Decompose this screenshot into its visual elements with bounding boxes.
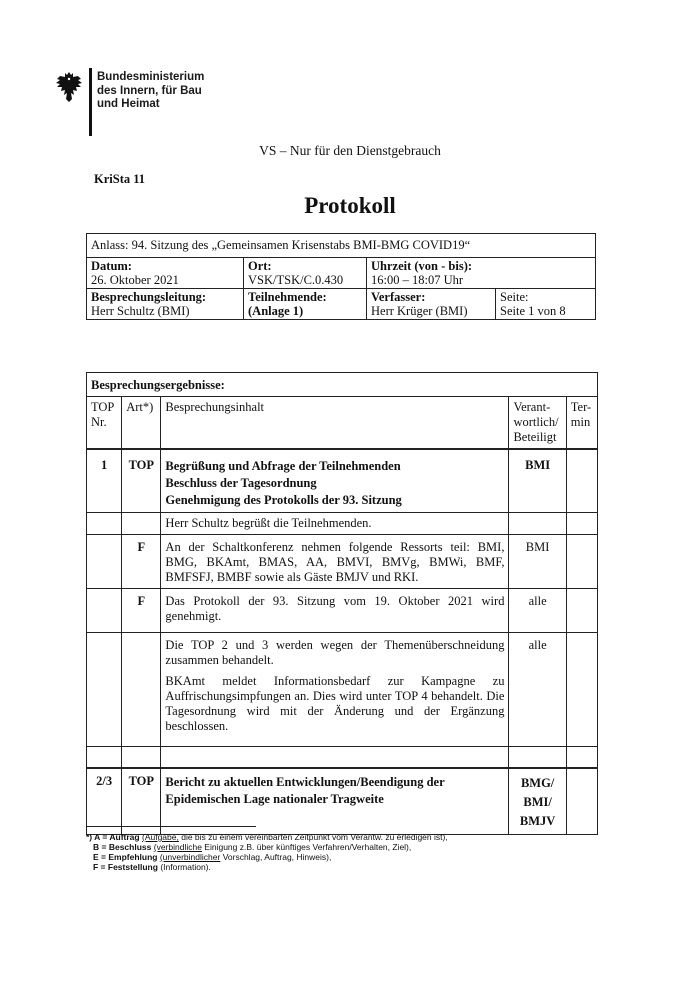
leitung-cell [87,289,244,320]
row-verant: alle [509,633,566,747]
col-top-header: TOP Nr. [87,397,122,450]
ministry-name [97,71,204,112]
results-heading-cell [87,373,598,397]
top-nr: 2/3 [87,768,122,835]
empty-cell [122,747,161,769]
ministry-line: und Heimat [97,98,160,110]
top-title-line: Beschluss der Tagesordnung [165,476,317,490]
seite-cell [496,289,596,320]
empty-cell [87,633,122,747]
federal-eagle-logo [54,70,84,104]
teilnehmende-label: Teilnehmende: [248,290,327,304]
row-paragraph: BKAmt meldet Informationsbedarf zur Kampagne zu Auffrischungsimpfungen an. Dies wird unter TOP 4 behandelt. Die Tagesordnung wird mit der Änderung und der Ergänzung beschlossen. [165,674,505,733]
uhrzeit-label: Uhrzeit (von - bis): [371,259,473,273]
empty-cell [87,747,122,769]
row-art: F [122,535,161,589]
footnote-line [86,852,448,862]
ort-value: VSK/TSK/C.0.430 [248,273,344,287]
empty-cell [87,589,122,633]
footnote-underlined: (Aufgabe, [141,832,179,842]
anlass-cell [87,234,596,258]
footnote-underlined: (unverbindlicher [159,852,221,862]
ort-label: Ort: [248,259,272,273]
datum-label: Datum: [91,259,132,273]
footnote-key: *) A = Auftrag [86,832,140,842]
footnote-line [86,842,448,852]
top-verant: BMI [509,449,566,513]
reference-label: KriSta 11 [94,172,146,186]
top-title: Bericht zu aktuellen Entwicklungen/Beendigung der Epidemischen Lage nationaler Tragweite [161,768,509,835]
col-art-header: Art*) [122,397,161,450]
footnote-key: B = Beschluss [93,842,152,852]
row-verant: BMI [509,535,566,589]
meta-table [86,233,596,320]
row-text [161,633,509,747]
row-art: F [122,589,161,633]
row-text: Herr Schultz begrüßt die Teilnehmenden. [161,513,509,535]
datum-cell [87,258,244,289]
ministry-line: des Innern, für Bau [97,84,202,97]
empty-cell [509,513,566,535]
ort-cell [244,258,367,289]
empty-cell [87,535,122,589]
uhrzeit-value: 16:00 – 18:07 Uhr [371,273,464,287]
verant-line: BMG/ [520,776,555,790]
table-row [87,535,598,589]
table-row [87,747,598,769]
results-header-row [87,397,598,450]
anlass-text: Anlass: 94. Sitzung des „Gemeinsamen Krisenstabs BMI-BMG COVID19“ [91,238,471,252]
teilnehmende-value: (Anlage 1) [248,304,304,318]
uhrzeit-cell [367,258,596,289]
ministry-line: Bundesministerium [97,71,205,83]
empty-cell [566,747,597,769]
top-title [161,449,509,513]
classification-label: VS – Nur für den Dienstgebrauch [259,143,441,158]
top-verant [509,768,566,835]
top-title-line: Genehmigung des Protokolls der 93. Sitzung [165,493,402,507]
table-row [87,449,598,513]
empty-cell [566,768,597,835]
empty-cell [566,633,597,747]
footnote-line [86,862,448,872]
leitung-label: Besprechungsleitung: [91,290,207,304]
table-row [87,768,598,835]
teilnehmende-cell [244,289,367,320]
verfasser-cell [367,289,496,320]
top-termin [566,449,597,513]
footnote-key: E = Empfehlung [93,852,158,862]
footnote-line [86,832,448,842]
row-text: Das Protokoll der 93. Sitzung vom 19. Oktober 2021 wird genehmigt. [161,589,509,633]
footnote-text: die bis zu einem vereinbarten Zeitpunkt vom Verantw. zu erledigen ist), [178,832,448,842]
verant-line: BMI/ [523,795,552,809]
datum-value: 26. Oktober 2021 [91,273,179,287]
empty-cell [122,513,161,535]
row-text: An der Schaltkonferenz nehmen folgende Ressorts teil: BMI, BMG, BKAmt, BMAS, AA, BMVI, BMVg, BMWi, BMF, BMFSFJ, BMBF sowie als Gäste BMJV und RKI. [161,535,509,589]
logo-divider [89,68,92,136]
page-title: Protokoll [304,193,396,218]
empty-cell [122,633,161,747]
top-nr: 1 [87,449,122,513]
table-row [87,633,598,747]
row-paragraph: Die TOP 2 und 3 werden wegen der Themenüberschneidung zusammen behandelt. [165,638,505,667]
top-art: TOP [122,768,161,835]
empty-cell [161,747,509,769]
row-verant: alle [509,589,566,633]
footnote-underlined: (verbindliche [153,842,202,852]
verant-line: BMJV [519,814,556,828]
empty-cell [509,747,566,769]
col-inhalt-header: Besprechungsinhalt [161,397,509,450]
top-title-line: Begrüßung und Abfrage der Teilnehmenden [165,459,401,473]
verfasser-value: Herr Krüger (BMI) [371,304,468,318]
results-table [86,372,598,835]
empty-cell [566,535,597,589]
seite-label: Seite: [500,290,529,304]
footnote-text: (Information). [157,862,211,872]
col-verant-header: Verant-wortlich/ Beteiligt [509,397,566,450]
footnote-key: F = Feststellung [93,862,158,872]
footnote-text: Einigung z.B. über künftiges Verfahren/Verhalten, Ziel), [201,842,412,852]
empty-cell [566,513,597,535]
table-row [87,513,598,535]
top-art: TOP [122,449,161,513]
results-heading: Besprechungsergebnisse: [91,378,225,392]
empty-cell [87,513,122,535]
col-termin-header: Ter-min [566,397,597,450]
leitung-value: Herr Schultz (BMI) [91,304,190,318]
footnote-rule [86,826,256,827]
seite-value: Seite 1 von 8 [500,304,566,318]
footnote-text: Vorschlag, Auftrag, Hinweis), [220,852,332,862]
footnotes [86,832,448,872]
verfasser-label: Verfasser: [371,290,426,304]
empty-cell [566,589,597,633]
table-row [87,589,598,633]
